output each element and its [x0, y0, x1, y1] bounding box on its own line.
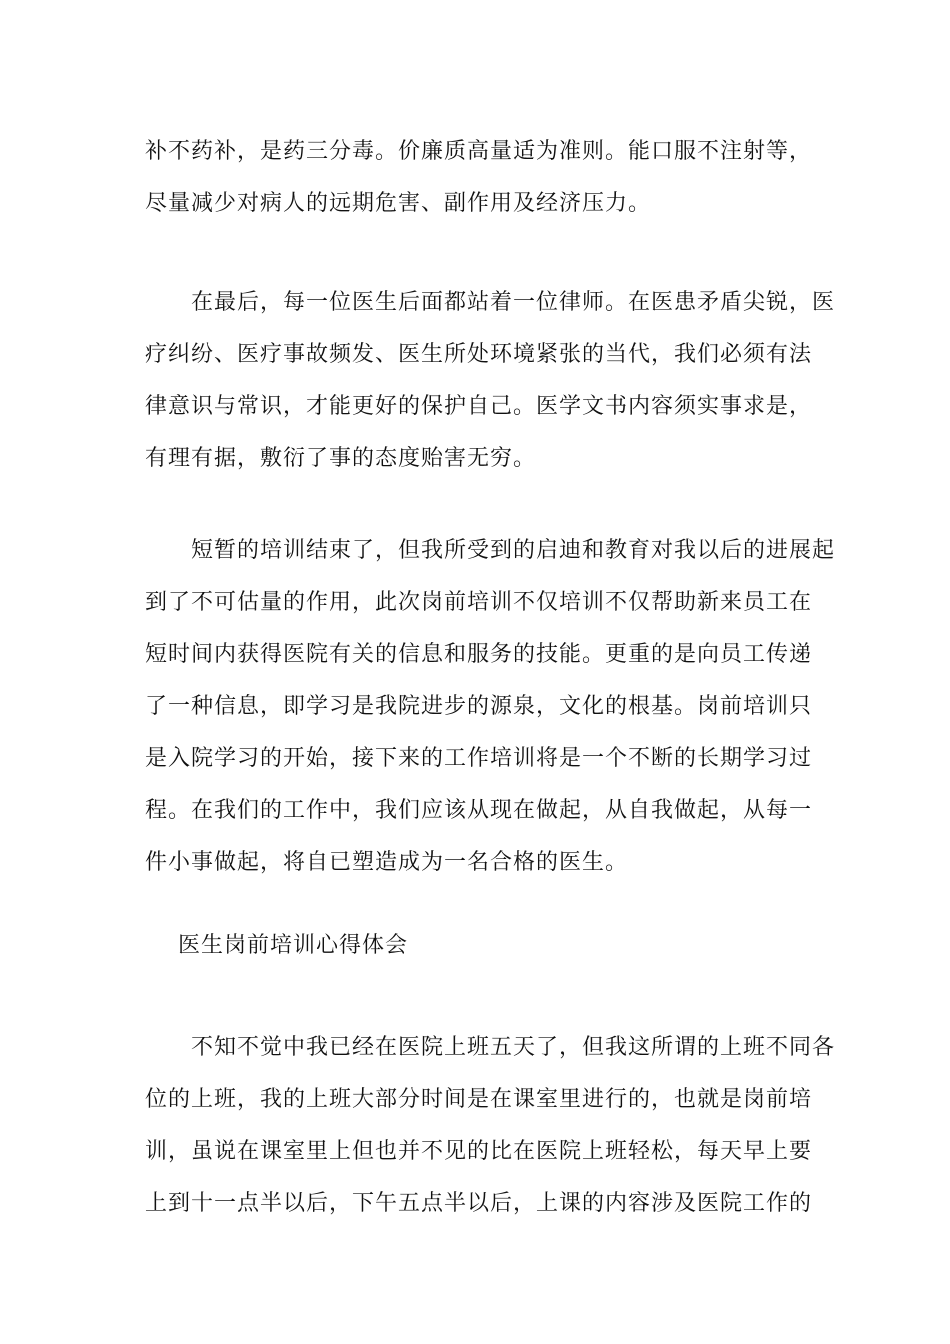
- paragraph-1: [145, 126, 813, 230]
- text-line: 律意识与常识，才能更好的保护自己。医学文书内容须实事求是，: [145, 394, 813, 419]
- text-line: 不知不觉中我已经在医院上班五天了，但我这所谓的上班不同各: [145, 1035, 836, 1060]
- text-line: 尽量减少对病人的远期危害、副作用及经济压力。: [145, 191, 652, 216]
- text-line: 补不药补，是药三分毒。价廉质高量适为准则。能口服不注射等，: [145, 139, 813, 164]
- text-line: 件小事做起，将自已塑造成为一名合格的医生。: [145, 850, 629, 875]
- section-heading: 医生岗前培训心得体会: [178, 933, 409, 958]
- text-line: 上到十一点半以后，下午五点半以后，上课的内容涉及医院工作的: [145, 1191, 813, 1216]
- text-line: 短时间内获得医院有关的信息和服务的技能。更重的是向员工传递: [145, 642, 813, 667]
- text-line: 是入院学习的开始，接下来的工作培训将是一个不断的长期学习过: [145, 746, 813, 771]
- text-line: 有理有据，敷衍了事的态度贻害无穷。: [145, 446, 537, 471]
- text-line: 在最后，每一位医生后面都站着一位律师。在医患矛盾尖锐，医: [145, 290, 836, 315]
- paragraph-2: [145, 277, 836, 485]
- text-line: 训，虽说在课室里上但也并不见的比在医院上班轻松，每天早上要: [145, 1139, 813, 1164]
- text-line: 疗纠纷、医疗事故频发、医生所处环境紧张的当代，我们必须有法: [145, 342, 813, 367]
- text-line: 了一种信息，即学习是我院进步的源泉，文化的根基。岗前培训只: [145, 694, 813, 719]
- paragraph-4: [145, 1022, 836, 1230]
- text-line: 短暂的培训结束了，但我所受到的启迪和教育对我以后的进展起: [145, 538, 836, 563]
- text-line: 程。在我们的工作中，我们应该从现在做起，从自我做起，从每一: [145, 798, 813, 823]
- paragraph-3: [145, 525, 836, 889]
- text-line: 位的上班，我的上班大部分时间是在课室里进行的，也就是岗前培: [145, 1087, 813, 1112]
- text-line: 到了不可估量的作用，此次岗前培训不仅培训不仅帮助新来员工在: [145, 590, 813, 615]
